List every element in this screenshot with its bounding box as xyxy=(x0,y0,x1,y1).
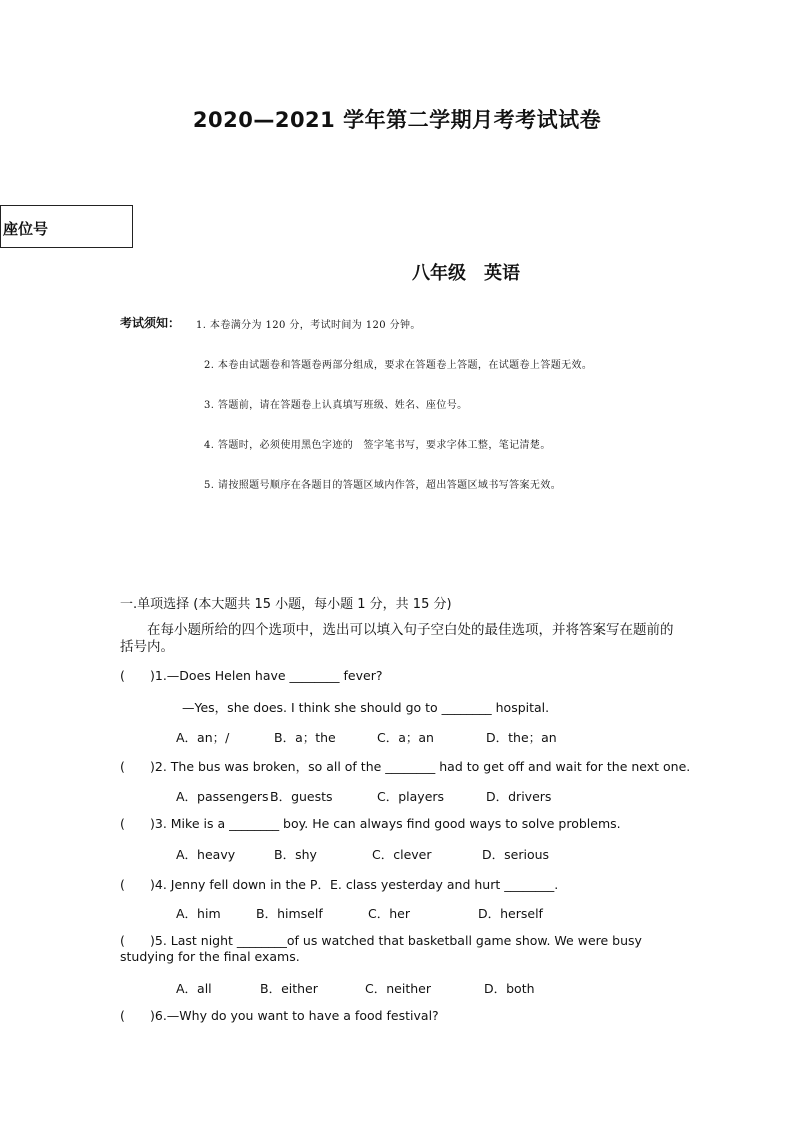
question-4 xyxy=(120,875,558,893)
section-instructions: 在每小题所给的四个选项中，选出可以填入句子空白处的最佳选项，并将答案写在题前的括号内。 xyxy=(120,622,674,655)
question-6 xyxy=(120,1008,439,1023)
option-b: B．shy xyxy=(274,847,317,862)
exam-title: 2020—2021 学年第二学期月考考试试卷 xyxy=(192,108,602,132)
option-d: D．both xyxy=(484,981,535,996)
option-b: B．guests xyxy=(270,789,333,804)
question-stem: )5. Last night ________of us watched that basketball game show. We were busy studying for the final exams. xyxy=(120,933,642,964)
option-c: C．neither xyxy=(365,981,431,996)
grade-subject: 八年级 英语 xyxy=(412,263,520,284)
option-a: A．passengers xyxy=(176,789,269,804)
notice-label: 考试须知： xyxy=(120,316,181,330)
notice-item-4: 4. 答题时，必须使用黑色字迹的 签字笔书写，要求字体工整，笔记清楚。 xyxy=(204,440,551,451)
option-a: A．all xyxy=(176,981,212,996)
notice-item-2: 2. 本卷由试题卷和答题卷两部分组成，要求在答题卷上答题，在试题卷上答题无效。 xyxy=(204,360,593,371)
answer-bracket: ( xyxy=(120,1008,125,1023)
option-c: C．players xyxy=(377,789,445,804)
question-stem: )1.—Does Helen have ________ fever? xyxy=(150,668,383,683)
answer-bracket: ( xyxy=(120,933,125,948)
question-1-response: —Yes，she does. I think she should go to ________ hospital. xyxy=(182,700,550,715)
question-1 xyxy=(120,668,382,683)
seat-number-label: 座位号 xyxy=(3,220,49,238)
option-b: B．a；the xyxy=(274,730,336,745)
option-d: D．herself xyxy=(478,906,543,921)
answer-bracket: ( xyxy=(120,816,125,831)
question-stem: )3. Mike is a ________ boy. He can always find good ways to solve problems. xyxy=(150,816,621,831)
question-5 xyxy=(120,933,678,965)
notice-item-5: 5. 请按照题号顺序在各题目的答题区域内作答，超出答题区域书写答案无效。 xyxy=(204,480,562,491)
answer-bracket: ( xyxy=(120,759,125,774)
option-a: A．heavy xyxy=(176,847,236,862)
question-stem: )4. Jenny fell down in the P．E. class yesterday and hurt ________. xyxy=(150,877,559,892)
section-title: 一.单项选择 (本大题共 15 小题，每小题 1 分，共 15 分) xyxy=(120,597,452,612)
notice-item-3: 3. 答题前，请在答题卷上认真填写班级、姓名、座位号。 xyxy=(204,400,468,411)
option-c: C．her xyxy=(368,906,410,921)
question-stem: )6.—Why do you want to have a food festival? xyxy=(150,1008,439,1023)
question-2 xyxy=(120,757,690,775)
option-d: D．drivers xyxy=(486,789,552,804)
option-a: A．him xyxy=(176,906,221,921)
option-d: D．the；an xyxy=(486,730,557,745)
answer-bracket: ( xyxy=(120,877,125,892)
option-a: A．an；/ xyxy=(176,730,230,745)
option-b: B．himself xyxy=(256,906,323,921)
option-c: C．clever xyxy=(372,847,432,862)
question-3 xyxy=(120,816,621,831)
option-d: D．serious xyxy=(482,847,550,862)
answer-bracket: ( xyxy=(120,668,125,683)
option-c: C．a；an xyxy=(377,730,434,745)
notice-item-1: 1. 本卷满分为 120 分，考试时间为 120 分钟。 xyxy=(196,320,421,331)
question-stem: )2. The bus was broken，so all of the ________ had to get off and wait for the next one. xyxy=(150,759,691,774)
option-b: B．either xyxy=(260,981,318,996)
